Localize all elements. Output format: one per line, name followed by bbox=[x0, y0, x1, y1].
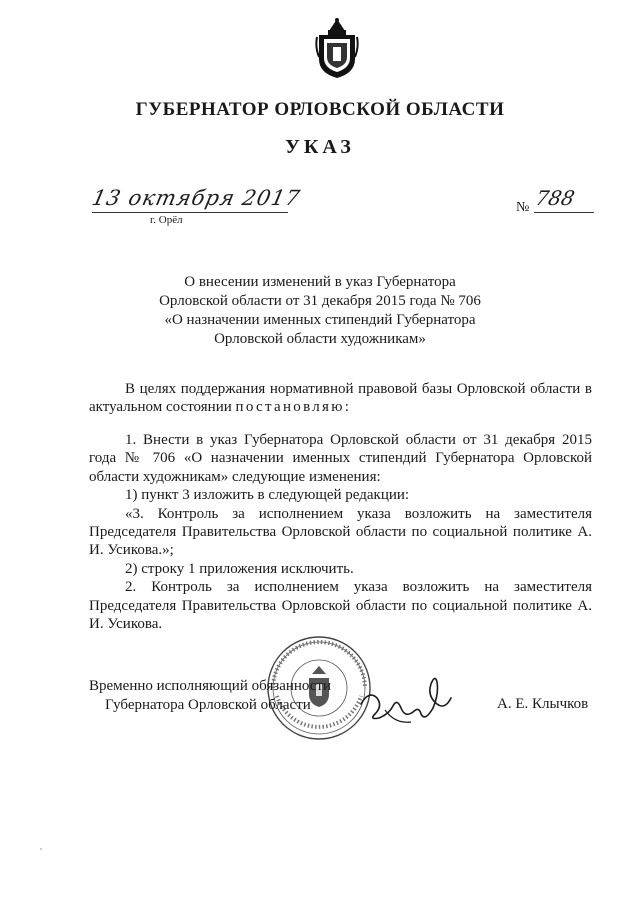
quoted-paragraph: «3. Контроль за исполнением указа возложить на заместителя Председателя Правительства Орловской области по социальной политике А. И. Усикова.»; bbox=[89, 505, 592, 559]
handwritten-signature-icon bbox=[355, 668, 455, 730]
city-label: г. Орёл bbox=[150, 214, 183, 226]
position-line-1: Временно исполняющий обязанности bbox=[89, 678, 332, 694]
preamble-paragraph bbox=[89, 380, 592, 417]
subject-line: О внесении изменений в указ Губернатора bbox=[184, 274, 456, 290]
signatory-name: А. Е. Клычков bbox=[497, 696, 589, 712]
item-2: 2. Контроль за исполнением указа возложить на заместителя Председателя Правительства Орловской области по социальной политике А. И. Усикова. bbox=[89, 579, 592, 633]
document-type-heading: УКАЗ bbox=[285, 136, 355, 158]
handwritten-number: 788 bbox=[533, 186, 577, 210]
document-subject bbox=[0, 273, 640, 349]
item-1: 1. Внести в указ Губернатора Орловской области от 31 декабря 2015 года № 706 «О назначении именных стипендий Губернатора Орловской области художникам» следующие изменения: bbox=[89, 432, 592, 485]
handwritten-date: 13 октября 2017 bbox=[89, 186, 303, 210]
decree-body bbox=[89, 431, 592, 633]
decree-word: постановляю: bbox=[235, 399, 352, 416]
position-line-2: Губернатора Орловской области bbox=[105, 697, 311, 713]
number-label: № bbox=[516, 200, 530, 215]
subject-line: Орловской области художникам» bbox=[214, 331, 426, 347]
coat-of-arms-icon bbox=[315, 17, 359, 79]
issuer-heading: ГУБЕРНАТОР ОРЛОВСКОЙ ОБЛАСТИ bbox=[135, 99, 505, 120]
sub-item-2: 2) строку 1 приложения исключить. bbox=[125, 560, 354, 577]
preamble-text: В целях поддержания нормативной правовой базы Орловской области в актуальном состоянии bbox=[89, 381, 592, 416]
scan-speck bbox=[40, 848, 42, 850]
preamble bbox=[89, 380, 592, 417]
sub-item-1: 1) пункт 3 изложить в следующей редакции: bbox=[125, 487, 410, 504]
subject-line: «О назначении именных стипендий Губернатора bbox=[164, 312, 476, 328]
signatory-position bbox=[89, 677, 331, 715]
date-underline bbox=[92, 212, 288, 213]
number-underline bbox=[534, 212, 594, 213]
subject-line: Орловской области от 31 декабря 2015 года № 706 bbox=[159, 293, 481, 309]
